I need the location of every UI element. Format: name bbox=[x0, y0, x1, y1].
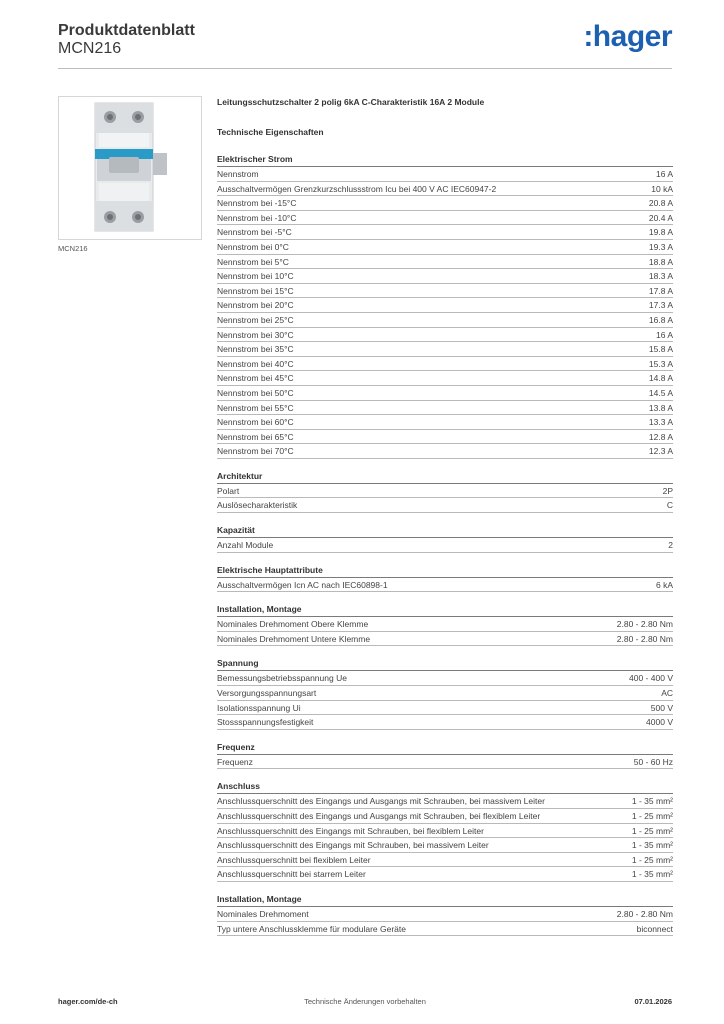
spec-label: Nennstrom bei 30°C bbox=[217, 329, 294, 340]
spec-value: 12.8 A bbox=[648, 431, 673, 442]
spec-section bbox=[217, 469, 673, 513]
spec-label: Bemessungsbetriebsspannung Ue bbox=[217, 673, 347, 684]
section-title: Kapazität bbox=[217, 523, 673, 538]
spec-row bbox=[217, 853, 673, 868]
spec-section bbox=[217, 602, 673, 646]
section-title: Installation, Montage bbox=[217, 602, 673, 617]
spec-row bbox=[217, 498, 673, 513]
spec-row bbox=[217, 484, 673, 499]
spec-row bbox=[217, 824, 673, 839]
page-header bbox=[58, 20, 672, 69]
spec-row bbox=[217, 922, 673, 937]
spec-row bbox=[217, 371, 673, 386]
spec-label: Nennstrom bei -15°C bbox=[217, 198, 297, 209]
section-title: Elektrische Hauptattribute bbox=[217, 563, 673, 578]
product-image bbox=[58, 96, 202, 240]
spec-value: 15.8 A bbox=[648, 344, 673, 355]
spec-row bbox=[217, 671, 673, 686]
spec-label: Frequenz bbox=[217, 756, 253, 767]
spec-label: Anschlussquerschnitt des Eingangs mit Schrauben, bei massivem Leiter bbox=[217, 840, 489, 851]
spec-row bbox=[217, 838, 673, 853]
spec-value: 17.3 A bbox=[648, 300, 673, 311]
section-title: Elektrischer Strom bbox=[217, 152, 673, 167]
spec-section bbox=[217, 740, 673, 770]
spec-label: Nominales Drehmoment Untere Klemme bbox=[217, 633, 371, 644]
spec-value: 50 - 60 Hz bbox=[633, 756, 673, 767]
spec-label: Nennstrom bbox=[217, 169, 259, 179]
spec-label: Nennstrom bei 20°C bbox=[217, 300, 294, 311]
spec-value: 16 A bbox=[655, 329, 673, 340]
spec-label: Nennstrom bei 15°C bbox=[217, 285, 294, 296]
spec-value: 1 - 35 mm² bbox=[631, 869, 673, 880]
spec-label: Nennstrom bei 45°C bbox=[217, 373, 294, 384]
spec-value: 15.3 A bbox=[648, 358, 673, 369]
spec-value: biconnect bbox=[636, 923, 673, 934]
spec-row bbox=[217, 328, 673, 343]
spec-value: 2.80 - 2.80 Nm bbox=[616, 908, 673, 919]
spec-value: 10 kA bbox=[651, 183, 673, 194]
spec-section bbox=[217, 152, 673, 459]
spec-value: 16 A bbox=[655, 169, 673, 179]
spec-value: 1 - 25 mm² bbox=[631, 854, 673, 865]
spec-label: Nennstrom bei 65°C bbox=[217, 431, 294, 442]
spec-value: 17.8 A bbox=[648, 285, 673, 296]
spec-label: Nennstrom bei 60°C bbox=[217, 417, 294, 428]
spec-label: Anschlussquerschnitt bei starrem Leiter bbox=[217, 869, 366, 880]
spec-section bbox=[217, 779, 673, 882]
spec-label: Nennstrom bei 40°C bbox=[217, 358, 294, 369]
spec-row bbox=[217, 196, 673, 211]
spec-label: Versorgungsspannungsart bbox=[217, 688, 317, 699]
spec-value: 14.8 A bbox=[648, 373, 673, 384]
spec-label: Nennstrom bei -10°C bbox=[217, 212, 297, 223]
spec-value: 2 bbox=[668, 540, 673, 551]
spec-value: 1 - 35 mm² bbox=[631, 796, 673, 807]
tech-heading: Technische Eigenschaften bbox=[217, 127, 324, 137]
spec-row bbox=[217, 225, 673, 240]
spec-label: Anzahl Module bbox=[217, 540, 274, 551]
spec-row bbox=[217, 701, 673, 716]
spec-value: 1 - 35 mm² bbox=[631, 840, 673, 851]
spec-label: Ausschaltvermögen Icn AC nach IEC60898-1 bbox=[217, 579, 388, 590]
spec-row bbox=[217, 538, 673, 553]
spec-label: Polart bbox=[217, 485, 240, 496]
spec-row bbox=[217, 313, 673, 328]
product-name: Leitungsschutzschalter 2 polig 6kA C-Charakteristik 16A 2 Module bbox=[217, 97, 485, 107]
spec-label: Nennstrom bei 5°C bbox=[217, 256, 289, 267]
spec-row bbox=[217, 686, 673, 701]
spec-row bbox=[217, 430, 673, 445]
spec-row bbox=[217, 401, 673, 416]
spec-label: Auslösecharakteristik bbox=[217, 500, 298, 511]
spec-value: 13.8 A bbox=[648, 402, 673, 413]
spec-value: 1 - 25 mm² bbox=[631, 825, 673, 836]
spec-row bbox=[217, 386, 673, 401]
hager-logo: :hager bbox=[583, 20, 672, 53]
spec-label: Anschlussquerschnitt bei flexiblem Leiter bbox=[217, 854, 371, 865]
image-caption: MCN216 bbox=[58, 244, 88, 253]
spec-section bbox=[217, 523, 673, 553]
spec-row bbox=[217, 578, 673, 593]
section-title: Architektur bbox=[217, 469, 673, 484]
spec-label: Nominales Drehmoment bbox=[217, 908, 309, 919]
spec-value: 13.3 A bbox=[648, 417, 673, 428]
doc-subtitle: MCN216 bbox=[58, 40, 122, 57]
spec-label: Nennstrom bei 50°C bbox=[217, 387, 294, 398]
spec-value: 20.8 A bbox=[648, 198, 673, 209]
footer-website[interactable]: hager.com/de-ch bbox=[58, 997, 118, 1006]
footer-note: Technische Änderungen vorbehalten bbox=[304, 997, 426, 1006]
spec-value: 16.8 A bbox=[648, 314, 673, 325]
spec-value: 500 V bbox=[650, 702, 673, 713]
spec-label: Nennstrom bei -5°C bbox=[217, 227, 292, 238]
spec-value: 2.80 - 2.80 Nm bbox=[616, 633, 673, 644]
spec-row bbox=[217, 755, 673, 770]
section-title: Anschluss bbox=[217, 779, 673, 794]
spec-value: 2P bbox=[662, 485, 673, 496]
spec-section bbox=[217, 892, 673, 936]
spec-label: Nennstrom bei 55°C bbox=[217, 402, 294, 413]
spec-label: Nennstrom bei 35°C bbox=[217, 344, 294, 355]
spec-label: Ausschaltvermögen Grenzkurzschlussstrom Icu bei 400 V AC IEC60947-2 bbox=[217, 183, 497, 194]
spec-value: 1 - 25 mm² bbox=[631, 811, 673, 821]
spec-row bbox=[217, 794, 673, 809]
spec-value: 19.3 A bbox=[648, 241, 673, 252]
spec-row bbox=[217, 269, 673, 284]
spec-row bbox=[217, 907, 673, 922]
section-title: Spannung bbox=[217, 656, 673, 671]
spec-label: Anschlussquerschnitt des Eingangs mit Schrauben, bei flexiblem Leiter bbox=[217, 825, 484, 836]
spec-row bbox=[217, 715, 673, 730]
spec-label: Nennstrom bei 10°C bbox=[217, 271, 294, 282]
spec-value: 20.4 A bbox=[648, 212, 673, 223]
spec-row bbox=[217, 167, 673, 182]
spec-row bbox=[217, 357, 673, 372]
spec-value: 12.3 A bbox=[648, 446, 673, 457]
spec-row bbox=[217, 617, 673, 632]
spec-value: 18.3 A bbox=[648, 271, 673, 282]
spec-value: 19.8 A bbox=[648, 227, 673, 238]
footer-date: 07.01.2026 bbox=[634, 997, 672, 1006]
spec-row bbox=[217, 632, 673, 647]
spec-value: 18.8 A bbox=[648, 256, 673, 267]
spec-row bbox=[217, 415, 673, 430]
spec-label: Typ untere Anschlussklemme für modulare Geräte bbox=[217, 923, 406, 934]
spec-label: Nominales Drehmoment Obere Klemme bbox=[217, 619, 369, 630]
section-title: Frequenz bbox=[217, 740, 673, 755]
spec-row bbox=[217, 240, 673, 255]
spec-label: Isolationsspannung Ui bbox=[217, 702, 301, 713]
spec-row bbox=[217, 444, 673, 459]
spec-row bbox=[217, 867, 673, 882]
spec-section bbox=[217, 563, 673, 593]
spec-value: AC bbox=[661, 688, 673, 699]
spec-value: C bbox=[666, 500, 673, 511]
spec-label: Stossspannungsfestigkeit bbox=[217, 717, 314, 728]
spec-label: Nennstrom bei 25°C bbox=[217, 314, 294, 325]
spec-label: Anschlussquerschnitt des Eingangs und Ausgangs mit Schrauben, bei flexiblem Leiter bbox=[217, 811, 541, 821]
spec-row bbox=[217, 809, 673, 824]
spec-value: 400 - 400 V bbox=[629, 673, 673, 684]
spec-row bbox=[217, 182, 673, 197]
spec-row bbox=[217, 211, 673, 226]
spec-label: Nennstrom bei 70°C bbox=[217, 446, 294, 457]
spec-row bbox=[217, 342, 673, 357]
spec-value: 4000 V bbox=[646, 717, 673, 728]
spec-value: 14.5 A bbox=[648, 387, 673, 398]
spec-label: Nennstrom bei 0°C bbox=[217, 241, 289, 252]
spec-content bbox=[217, 96, 673, 946]
section-title: Installation, Montage bbox=[217, 892, 673, 907]
spec-value: 6 kA bbox=[655, 579, 673, 590]
spec-row bbox=[217, 284, 673, 299]
spec-row bbox=[217, 255, 673, 270]
doc-title: Produktdatenblatt bbox=[58, 22, 195, 39]
spec-sections bbox=[217, 152, 673, 936]
spec-row bbox=[217, 298, 673, 313]
spec-value: 2.80 - 2.80 Nm bbox=[616, 619, 673, 630]
spec-label: Anschlussquerschnitt des Eingangs und Ausgangs mit Schrauben, bei massivem Leiter bbox=[217, 796, 545, 807]
spec-section bbox=[217, 656, 673, 729]
